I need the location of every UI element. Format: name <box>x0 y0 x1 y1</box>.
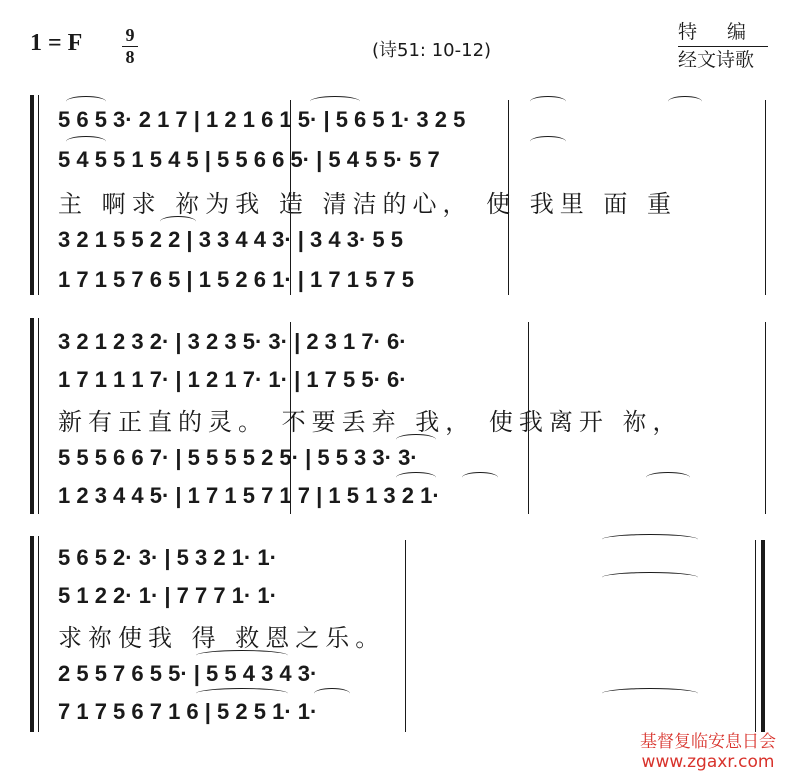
slur <box>530 136 566 147</box>
watermark-site-name: 基督复临安息日会 <box>640 732 776 752</box>
staff-soprano: 3 2 1 2 3 2· | 3 2 3 5· 3· | 2 3 1 7· 6· <box>58 329 407 354</box>
time-signature <box>122 26 138 67</box>
credit-arranger: 特编 <box>678 21 777 43</box>
slur <box>396 434 436 445</box>
slur <box>602 534 698 545</box>
key-signature: 1 = F <box>30 30 83 56</box>
staff-tenor: 2 5 5 7 6 5 5· | 5 5 4 3 4 3· <box>58 661 318 686</box>
scripture-reference: (诗51: 10-12) <box>372 40 492 61</box>
slur <box>602 688 698 699</box>
staff-tenor: 5 5 5 6 6 7· | 5 5 5 5 2 5· | 5 5 3 3· 3· <box>58 445 418 470</box>
meter-denominator: 8 <box>125 47 135 67</box>
slur <box>602 572 698 583</box>
staff-alto: 1 7 1 1 1 7· | 1 2 1 7· 1· | 1 7 5 5· 6· <box>58 367 407 392</box>
slur <box>314 688 350 699</box>
staff-alto: 5 4 5 5 1 5 4 5 | 5 5 6 6 5· | 5 4 5 5· 5 7 <box>58 147 440 172</box>
credit-block <box>678 18 776 74</box>
staff-bass: 7 1 7 5 6 7 1 6 | 5 2 5 1· 1· <box>58 699 318 724</box>
lyrics-line: 求祢使我 得 救恩之乐。 <box>58 623 386 652</box>
watermark-url: www.zgaxr.com <box>641 752 775 772</box>
slur <box>396 472 436 483</box>
credit-source: 经文诗歌 <box>678 49 755 71</box>
slur <box>196 688 288 699</box>
staff-alto: 5 1 2 2· 1· | 7 7 7 1· 1· <box>58 583 277 608</box>
meter-numerator: 9 <box>125 25 135 45</box>
staff-soprano: 5 6 5 3· 2 1 7 | 1 2 1 6 1 5· | 5 6 5 1· 3 2 5 <box>58 107 466 132</box>
slur <box>646 472 690 483</box>
lyrics-line: 新有正直的灵。 不要丢弃 我， 使我离开 祢， <box>58 407 683 436</box>
slur <box>196 650 288 661</box>
slur <box>462 472 498 483</box>
slur <box>160 216 196 227</box>
staff-bass: 1 7 1 5 7 6 5 | 1 5 2 6 1· | 1 7 1 5 7 5 <box>58 267 415 292</box>
lyrics-line: 主 啊求 祢为我 造 清洁的心， 使 我里 面 重 <box>58 189 678 218</box>
staff-soprano: 5 6 5 2· 3· | 5 3 2 1· 1· <box>58 545 277 570</box>
watermark <box>640 732 776 772</box>
slur <box>66 136 106 147</box>
slur <box>668 96 702 107</box>
slur <box>310 96 360 107</box>
staff-bass: 1 2 3 4 4 5· | 1 7 1 5 7 1 7 | 1 5 1 3 2 1· <box>58 483 440 508</box>
slur <box>66 96 106 107</box>
staff-tenor: 3 2 1 5 5 2 2 | 3 3 4 4 3· | 3 4 3· 5 5 <box>58 227 403 252</box>
slur <box>530 96 566 107</box>
